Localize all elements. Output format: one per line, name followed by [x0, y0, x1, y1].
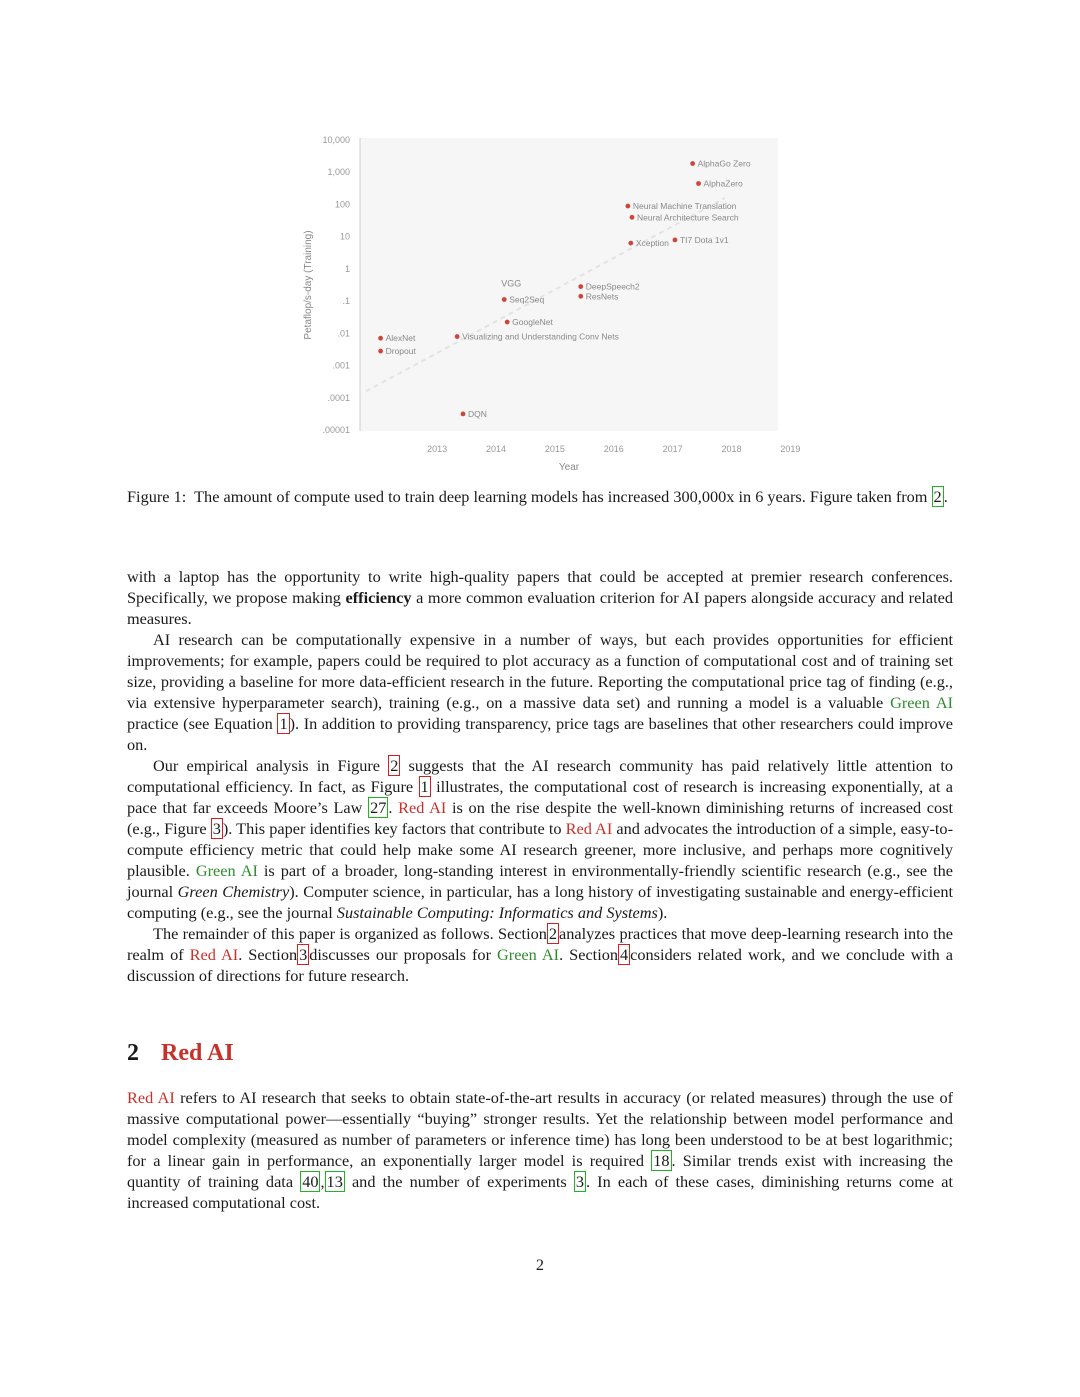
y-tick-label: .01 — [337, 328, 350, 339]
point-label: Visualizing and Understanding Conv Nets — [462, 331, 619, 342]
x-axis-label: Year — [558, 462, 580, 473]
text-run: is part of a broader, long-standing interest in environmentally-friendly scientific research (e.g., see the journal — [127, 861, 954, 901]
annotations — [501, 279, 521, 289]
text-run: . In each of these cases, diminishing returns come at increased computational cost. — [127, 1172, 953, 1212]
figure-link[interactable]: 1 — [420, 777, 429, 796]
text-run: practice (see Equation — [127, 714, 273, 733]
caption-end: . — [943, 487, 948, 506]
y-axis-label: Petaflop/s-day (Training) — [303, 230, 314, 340]
data-point — [628, 241, 633, 246]
data-point — [461, 411, 466, 416]
text-run: analyzes practices that move deep-learning research into the realm of — [127, 924, 954, 964]
x-tick-label: 2019 — [780, 444, 801, 454]
annotation-label: VGG — [501, 278, 522, 289]
paragraph — [127, 629, 953, 755]
bold-term: efficiency — [345, 588, 412, 607]
citation-link[interactable]: 40 — [302, 1172, 319, 1191]
section-link[interactable]: 3 — [299, 945, 308, 964]
text-run: . Section — [559, 945, 619, 964]
x-tick-label: 2013 — [427, 444, 448, 454]
text-run: discusses our proposals for — [309, 945, 491, 964]
red-ai-term: Red AI — [127, 1088, 175, 1107]
point-label: ResNets — [585, 291, 619, 302]
section-link[interactable]: 2 — [548, 924, 558, 943]
green-ai-term: Green AI — [195, 861, 258, 880]
compute-growth-chart — [300, 130, 801, 475]
data-point — [578, 284, 583, 289]
text-run: refers to AI research that seeks to obtain state-of-the-art results in accuracy (or related measures) through the use of massive computational power—essentially “buying” stronger results. Yet the relationship between model performance and model complexity (measured as number of parameters or inference time) has long been understood to be at best logarithmic; for a linear gain in performance, an exponentially larger model is required — [127, 1088, 954, 1170]
text-run: ). — [657, 903, 668, 922]
figure-link[interactable]: 2 — [390, 756, 399, 775]
data-point — [378, 336, 383, 341]
text-run: AI research can be computationally expensive in a number of ways, but each provides opportunities for efficient improvements; for example, papers could be required to plot accuracy as a function of computational cost and of training set size, providing a baseline for more data-efficient research in the future. Reporting the computational price tag of finding (e.g., via extensive hyperparameter search), training (e.g., on a massive data set) and running a model is a valuable — [127, 630, 953, 712]
journal-title: Green Chemistry — [177, 882, 290, 901]
data-point — [696, 181, 701, 186]
y-tick-label: 1,000 — [327, 167, 350, 178]
y-tick-label: 1 — [344, 263, 350, 274]
paragraph — [127, 923, 953, 986]
text-run: is on the rise despite the well-known diminishing returns of increased cost (e.g., Figure — [127, 798, 954, 838]
citation-link[interactable]: 13 — [326, 1172, 343, 1191]
body-section-intro — [127, 566, 953, 986]
caption-text: The amount of compute used to train deep learning models has increased 300,000x in 6 years. Figure taken from — [194, 487, 928, 506]
text-run: and the number of experiments — [351, 1172, 567, 1191]
point-label: AlphaZero — [703, 178, 743, 189]
y-tick-label: 100 — [334, 199, 350, 210]
x-tick-label: 2015 — [544, 444, 565, 454]
y-tick-label: .00001 — [322, 425, 350, 435]
point-label: GoogleNet — [512, 317, 553, 328]
text-run: considers related work, and we conclude with a discussion of directions for future research. — [127, 945, 953, 985]
figure-caption — [127, 486, 953, 507]
text-run: and advocates the introduction of a simple, easy-to-compute efficiency metric that could help make some AI research greener, more inclusive, and perhaps more cognitively plausible. — [127, 819, 953, 880]
text-run: illustrates, the computational cost of research is increasing exponentially, at a pace that far exceeds Moore’s Law — [127, 777, 954, 817]
red-ai-term: Red AI — [189, 945, 239, 964]
paragraph: Red AI refers to AI research that seeks to obtain state-of-the-art results in accuracy (or related measures) through the use of massive computational power—essentially “buying” stronger results. Yet the relationship between model performance and model complexity (measured as number of parameters or inference time) has long been understood to be at best logarithmic; for a linear gain in performance, an exponentially larger model is required 18 . Similar trends exist with increasing the quantity of training data 40 , 13 and the number of experiments 3 . In each of these cases, diminishing returns come at increased computational cost. — [127, 1088, 954, 1212]
text-run: . Section — [238, 945, 298, 964]
text-run: Our empirical analysis in Figure — [153, 756, 381, 775]
text-run: ). Computer science, in particular, has a long history of investigating sustainable and energy-efficient computing (e.g., see the journal — [127, 882, 953, 922]
section-title: Red AI — [161, 1040, 234, 1066]
paragraph — [127, 755, 953, 923]
green-ai-term: Green AI — [890, 693, 954, 712]
citation-link[interactable]: 18 — [653, 1151, 670, 1170]
body-section-red-ai — [127, 1087, 953, 1213]
point-label: DQN — [468, 408, 487, 419]
point-label: Neural Machine Translation — [632, 201, 737, 212]
red-ai-term: Red AI — [565, 819, 613, 838]
y-tick-label: .0001 — [327, 392, 350, 403]
text-run: a more common evaluation criterion for AI papers alongside accuracy and related measures. — [127, 588, 953, 628]
y-tick-label: .1 — [342, 296, 350, 307]
figure-link[interactable]: 3 — [212, 819, 221, 838]
section-number: 2 — [127, 1040, 139, 1066]
x-tick-label: 2017 — [662, 444, 683, 454]
text-run: . Similar trends exist with increasing the quantity of training data — [127, 1151, 954, 1191]
section-link[interactable]: 4 — [620, 945, 629, 964]
y-tick-label: 10,000 — [322, 135, 350, 145]
point-label: Xception — [635, 238, 669, 249]
paragraph — [127, 566, 953, 629]
data-point — [455, 334, 460, 339]
data-point — [673, 237, 678, 242]
data-point — [630, 215, 635, 220]
text-run: ). In addition to providing transparency, price tags are baselines that other researchers could improve on. — [127, 714, 953, 754]
citation-link[interactable]: 27 — [370, 798, 387, 817]
y-tick-label: .001 — [332, 360, 350, 371]
journal-title: Sustainable Computing: Informatics and Systems — [336, 903, 658, 922]
point-label: TI7 Dota 1v1 — [679, 234, 729, 245]
text-run: . — [388, 798, 393, 817]
text-run: with a laptop has the opportunity to write high-quality papers that could be accepted at premier research conferences. Specifically, we propose making — [127, 567, 953, 607]
point-label: AlphaGo Zero — [697, 158, 751, 169]
page-number: 2 — [535, 1255, 545, 1274]
data-point — [578, 294, 583, 299]
point-label: Seq2Seq — [509, 294, 545, 305]
x-tick-label: 2018 — [721, 444, 742, 454]
citation-link[interactable]: 3 — [575, 1172, 584, 1191]
text-run: The remainder of this paper is organized as follows. Section — [153, 924, 547, 943]
x-tick-labels — [427, 444, 800, 454]
point-label: Neural Architecture Search — [636, 212, 739, 223]
x-tick-label: 2014 — [485, 444, 506, 454]
equation-link[interactable]: 1 — [279, 714, 288, 733]
red-ai-term: Red AI — [398, 798, 447, 817]
green-ai-term: Green AI — [497, 945, 560, 964]
point-label: DeepSpeech2 — [585, 281, 640, 292]
y-tick-label: 10 — [339, 231, 350, 242]
citation-link[interactable]: 2 — [933, 487, 942, 506]
data-point — [505, 320, 510, 325]
text-run: ). This paper identifies key factors that contribute to — [222, 819, 562, 838]
section-heading — [127, 1040, 234, 1067]
x-tick-label: 2016 — [603, 444, 624, 454]
point-label: Dropout — [385, 346, 416, 357]
point-label: AlexNet — [385, 333, 416, 344]
data-point — [690, 161, 695, 166]
data-point — [378, 349, 383, 354]
data-point — [625, 204, 630, 209]
text-run: suggests that the AI research community has paid relatively little attention to computational efficiency. In fact, as Figure — [127, 756, 953, 796]
data-point — [502, 297, 507, 302]
caption-label: Figure 1: — [127, 487, 187, 506]
y-tick-labels — [322, 135, 350, 435]
